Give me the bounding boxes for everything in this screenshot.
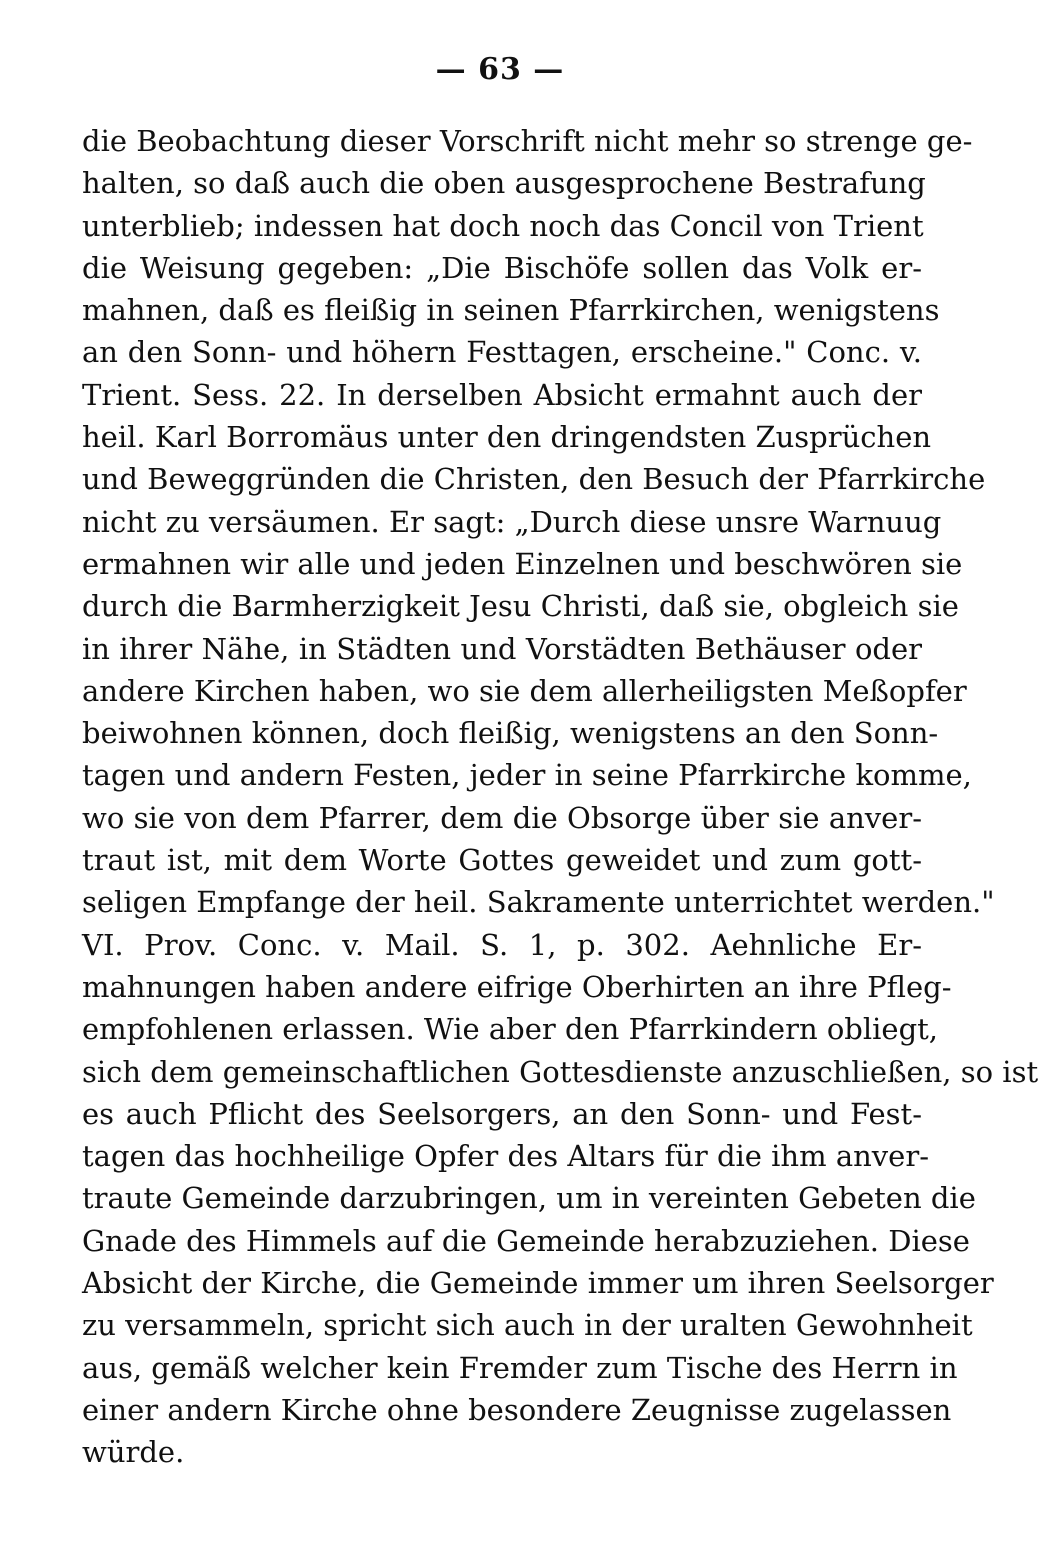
text-line: mahnungen haben andere eifrige Oberhirten an ihre Pfleg- [82, 969, 952, 1004]
text-line: zu versammeln, spricht sich auch in der uralten Gewohnheit [82, 1308, 973, 1343]
text-line: ermahnen wir alle und jeden Einzelnen und beschwören sie [82, 546, 963, 581]
text-line: die Beobachtung dieser Vorschrift nicht mehr so strenge ge- [82, 124, 973, 158]
text-line: wo sie von dem Pfarrer, dem die Obsorge über sie anver- [82, 800, 922, 835]
text-line: mahnen, daß es fleißig in seinen Pfarrkirchen, wenigstens [82, 293, 940, 328]
text-line: und Beweggründen die Christen, den Besuch der Pfarrkirche [82, 462, 986, 497]
text-line: VI. Prov. Conc. v. Mail. S. 1, p. 302. Aehnliche Er- [82, 927, 922, 962]
text-line: traute Gemeinde darzubringen, um in vereinten Gebeten die [82, 1181, 976, 1216]
text-line: würde. [82, 1435, 185, 1470]
text-line: durch die Barmherzigkeit Jesu Christi, daß sie, obgleich sie [82, 589, 959, 624]
text-line: Gnade des Himmels auf die Gemeinde herabzuziehen. Diese [82, 1223, 970, 1258]
text-line: tagen und andern Festen, jeder in seine Pfarrkirche komme, [82, 758, 972, 793]
text-line: Absicht der Kirche, die Gemeinde immer um ihren Seelsorger [82, 1266, 994, 1301]
text-line: nicht zu versäumen. Er sagt: „Durch diese unsre Warnuug [82, 504, 942, 539]
text-line: traut ist, mit dem Worte Gottes geweidet und zum gott- [82, 843, 922, 878]
text-line: sich dem gemeinschaftlichen Gottesdienste anzuschließen, so ist [82, 1054, 1038, 1089]
body-text [82, 120, 1038, 1474]
text-line: in ihrer Nähe, in Städten und Vorstädten Bethäuser oder [82, 631, 922, 666]
text-line: empfohlenen erlassen. Wie aber den Pfarrkindern obliegt, [82, 1012, 939, 1047]
text-line: beiwohnen können, doch fleißig, wenigstens an den Sonn- [82, 716, 939, 751]
text-line: unterblieb; indessen hat doch noch das Concil von Trient [82, 208, 924, 243]
text-line: seligen Empfange der heil. Sakramente unterrichtet werden." [82, 885, 995, 920]
text-line: Trient. Sess. 22. In derselben Absicht ermahnt auch der [82, 377, 922, 412]
text-line: die Weisung gegeben: „Die Bischöfe sollen das Volk er- [82, 250, 922, 285]
text-line: an den Sonn- und höhern Festtagen, erscheine." Conc. v. [82, 335, 922, 370]
page-number: — 63 — [435, 52, 565, 87]
text-line: halten, so daß auch die oben ausgesprochene Bestrafung [82, 166, 926, 201]
text-line: es auch Pflicht des Seelsorgers, an den Sonn- und Fest- [82, 1096, 922, 1131]
text-line: aus, gemäß welcher kein Fremder zum Tische des Herrn in [82, 1350, 958, 1385]
text-line: heil. Karl Borromäus unter den dringendsten Zusprüchen [82, 420, 932, 455]
text-line: tagen das hochheilige Opfer des Altars für die ihm anver- [82, 1139, 930, 1174]
text-line: einer andern Kirche ohne besondere Zeugnisse zugelassen [82, 1392, 952, 1427]
text-line: andere Kirchen haben, wo sie dem allerheiligsten Meßopfer [82, 673, 967, 708]
